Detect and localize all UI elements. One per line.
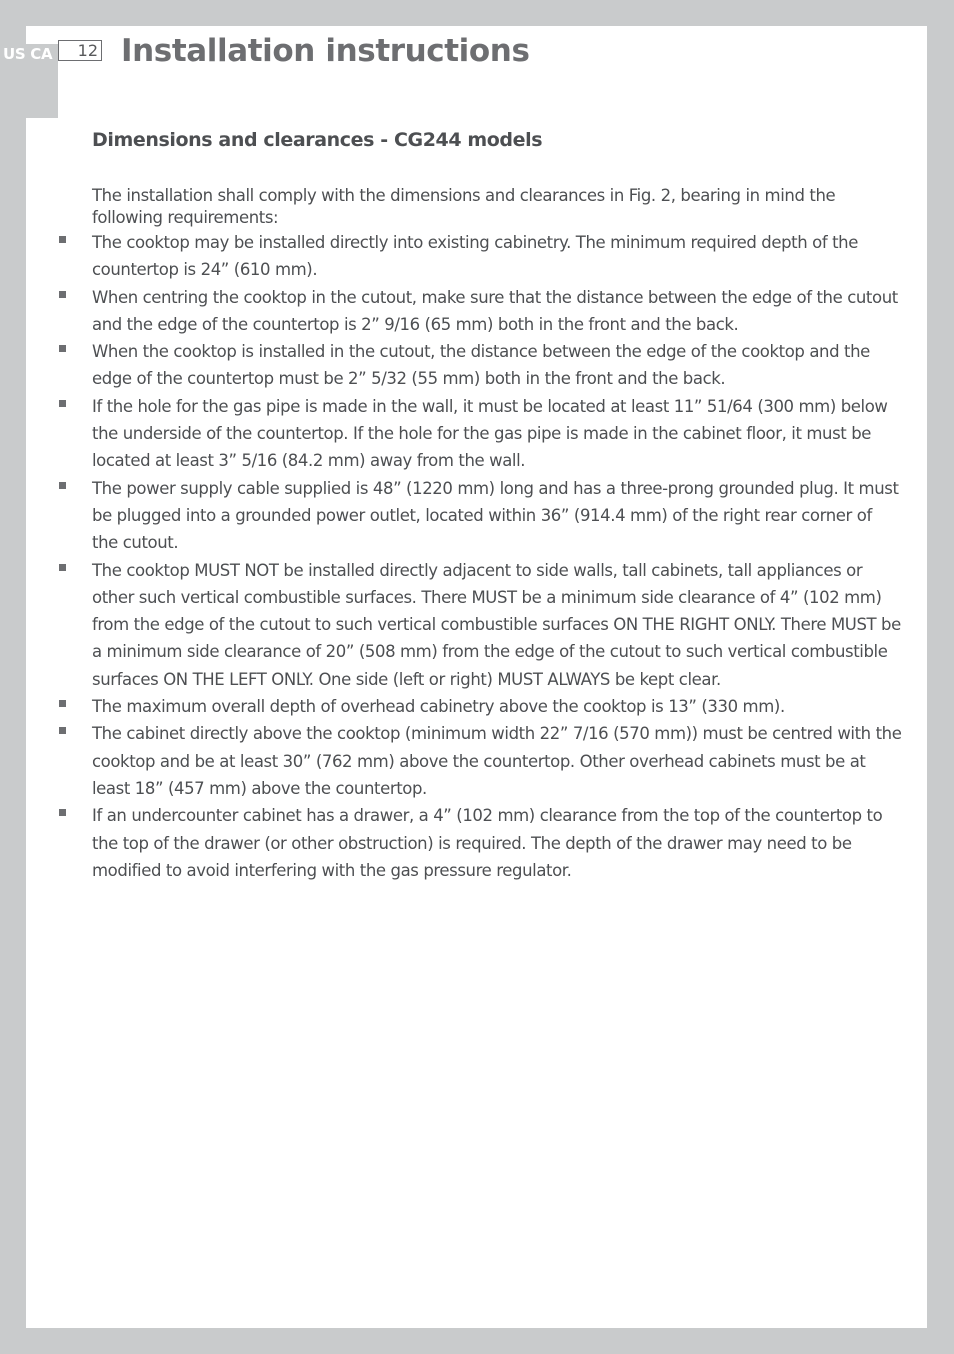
list-item [0, 229, 902, 284]
list-item [0, 393, 902, 475]
list-item-text: When the cooktop is installed in the cutout, the distance between the edge of the cooktop and the edge of the countertop must be 2” 5/32 (55 mm) both in the front and the back. [92, 342, 870, 389]
page-title: Installation instructions [121, 33, 530, 69]
square-bullet-icon [59, 809, 66, 816]
square-bullet-icon [59, 345, 66, 352]
list-item [0, 475, 902, 557]
square-bullet-icon [59, 400, 66, 407]
list-item-text: If the hole for the gas pipe is made in the wall, it must be located at least 11” 51/64 (300 mm) below the underside of the countertop. If the hole for the gas pipe is made in the cabinet floor, it must be located at least 3” 5/16 (84.2 mm) away from the wall. [92, 396, 888, 471]
list-item-text: The maximum overall depth of overhead cabinetry above the cooktop is 13” (330 mm). [92, 697, 785, 717]
list-item-text: If an undercounter cabinet has a drawer, a 4” (102 mm) clearance from the top of the countertop to the top of the drawer (or other obstruction) is required. The depth of the drawer may need to be modified to avoid interfering with the gas pressure regulator. [92, 806, 883, 880]
section-heading: Dimensions and clearances - CG244 models [92, 129, 543, 151]
square-bullet-icon [59, 727, 66, 734]
list-item-text: The cooktop may be installed directly into existing cabinetry. The minimum required depth of the countertop is 24” (610 mm). [92, 233, 858, 280]
square-bullet-icon [59, 482, 66, 489]
square-bullet-icon [59, 700, 66, 707]
list-item [0, 693, 902, 720]
list-item [0, 338, 902, 393]
intro-paragraph: The installation shall comply with the dimensions and clearances in Fig. 2, bearing in mind the following requirements: [92, 186, 836, 227]
square-bullet-icon [59, 291, 66, 298]
list-item [0, 284, 902, 339]
list-item [0, 720, 902, 802]
region-label: US CA [3, 45, 53, 63]
square-bullet-icon [59, 236, 66, 243]
list-item [0, 802, 902, 884]
list-item-text: When centring the cooktop in the cutout, make sure that the distance between the edge of the cutout and the edge of the countertop is 2” 9/16 (65 mm) both in the front and the back. [92, 287, 898, 334]
list-item [0, 557, 902, 693]
list-item-text: The cooktop MUST NOT be installed directly adjacent to side walls, tall cabinets, tall appliances or other such vertical combustible surfaces. There MUST be a minimum side clearance of 4” (102 mm) from the edge of the cutout to such vertical combustible surfaces ON THE RIGHT ONLY. There MUST be a minimum side clearance of 20” (508 mm) from the edge of the cutout to such vertical combustible surfaces ON THE LEFT ONLY. One side (left or right) MUST ALWAYS be kept clear. [92, 560, 901, 689]
requirements-list [0, 229, 954, 884]
square-bullet-icon [59, 564, 66, 571]
list-item-text: The power supply cable supplied is 48” (1220 mm) long and has a three-prong grounded plug. It must be plugged into a grounded power outlet, located within 36” (914.4 mm) of the right rear corner of the cutout. [92, 478, 899, 553]
list-item-text: The cabinet directly above the cooktop (minimum width 22” 7/16 (570 mm)) must be centred with the cooktop and be at least 30” (762 mm) above the countertop. Other overhead cabinets must be at least 18” (457 mm) above the countertop. [92, 724, 902, 798]
page-number: 12 [58, 40, 102, 61]
